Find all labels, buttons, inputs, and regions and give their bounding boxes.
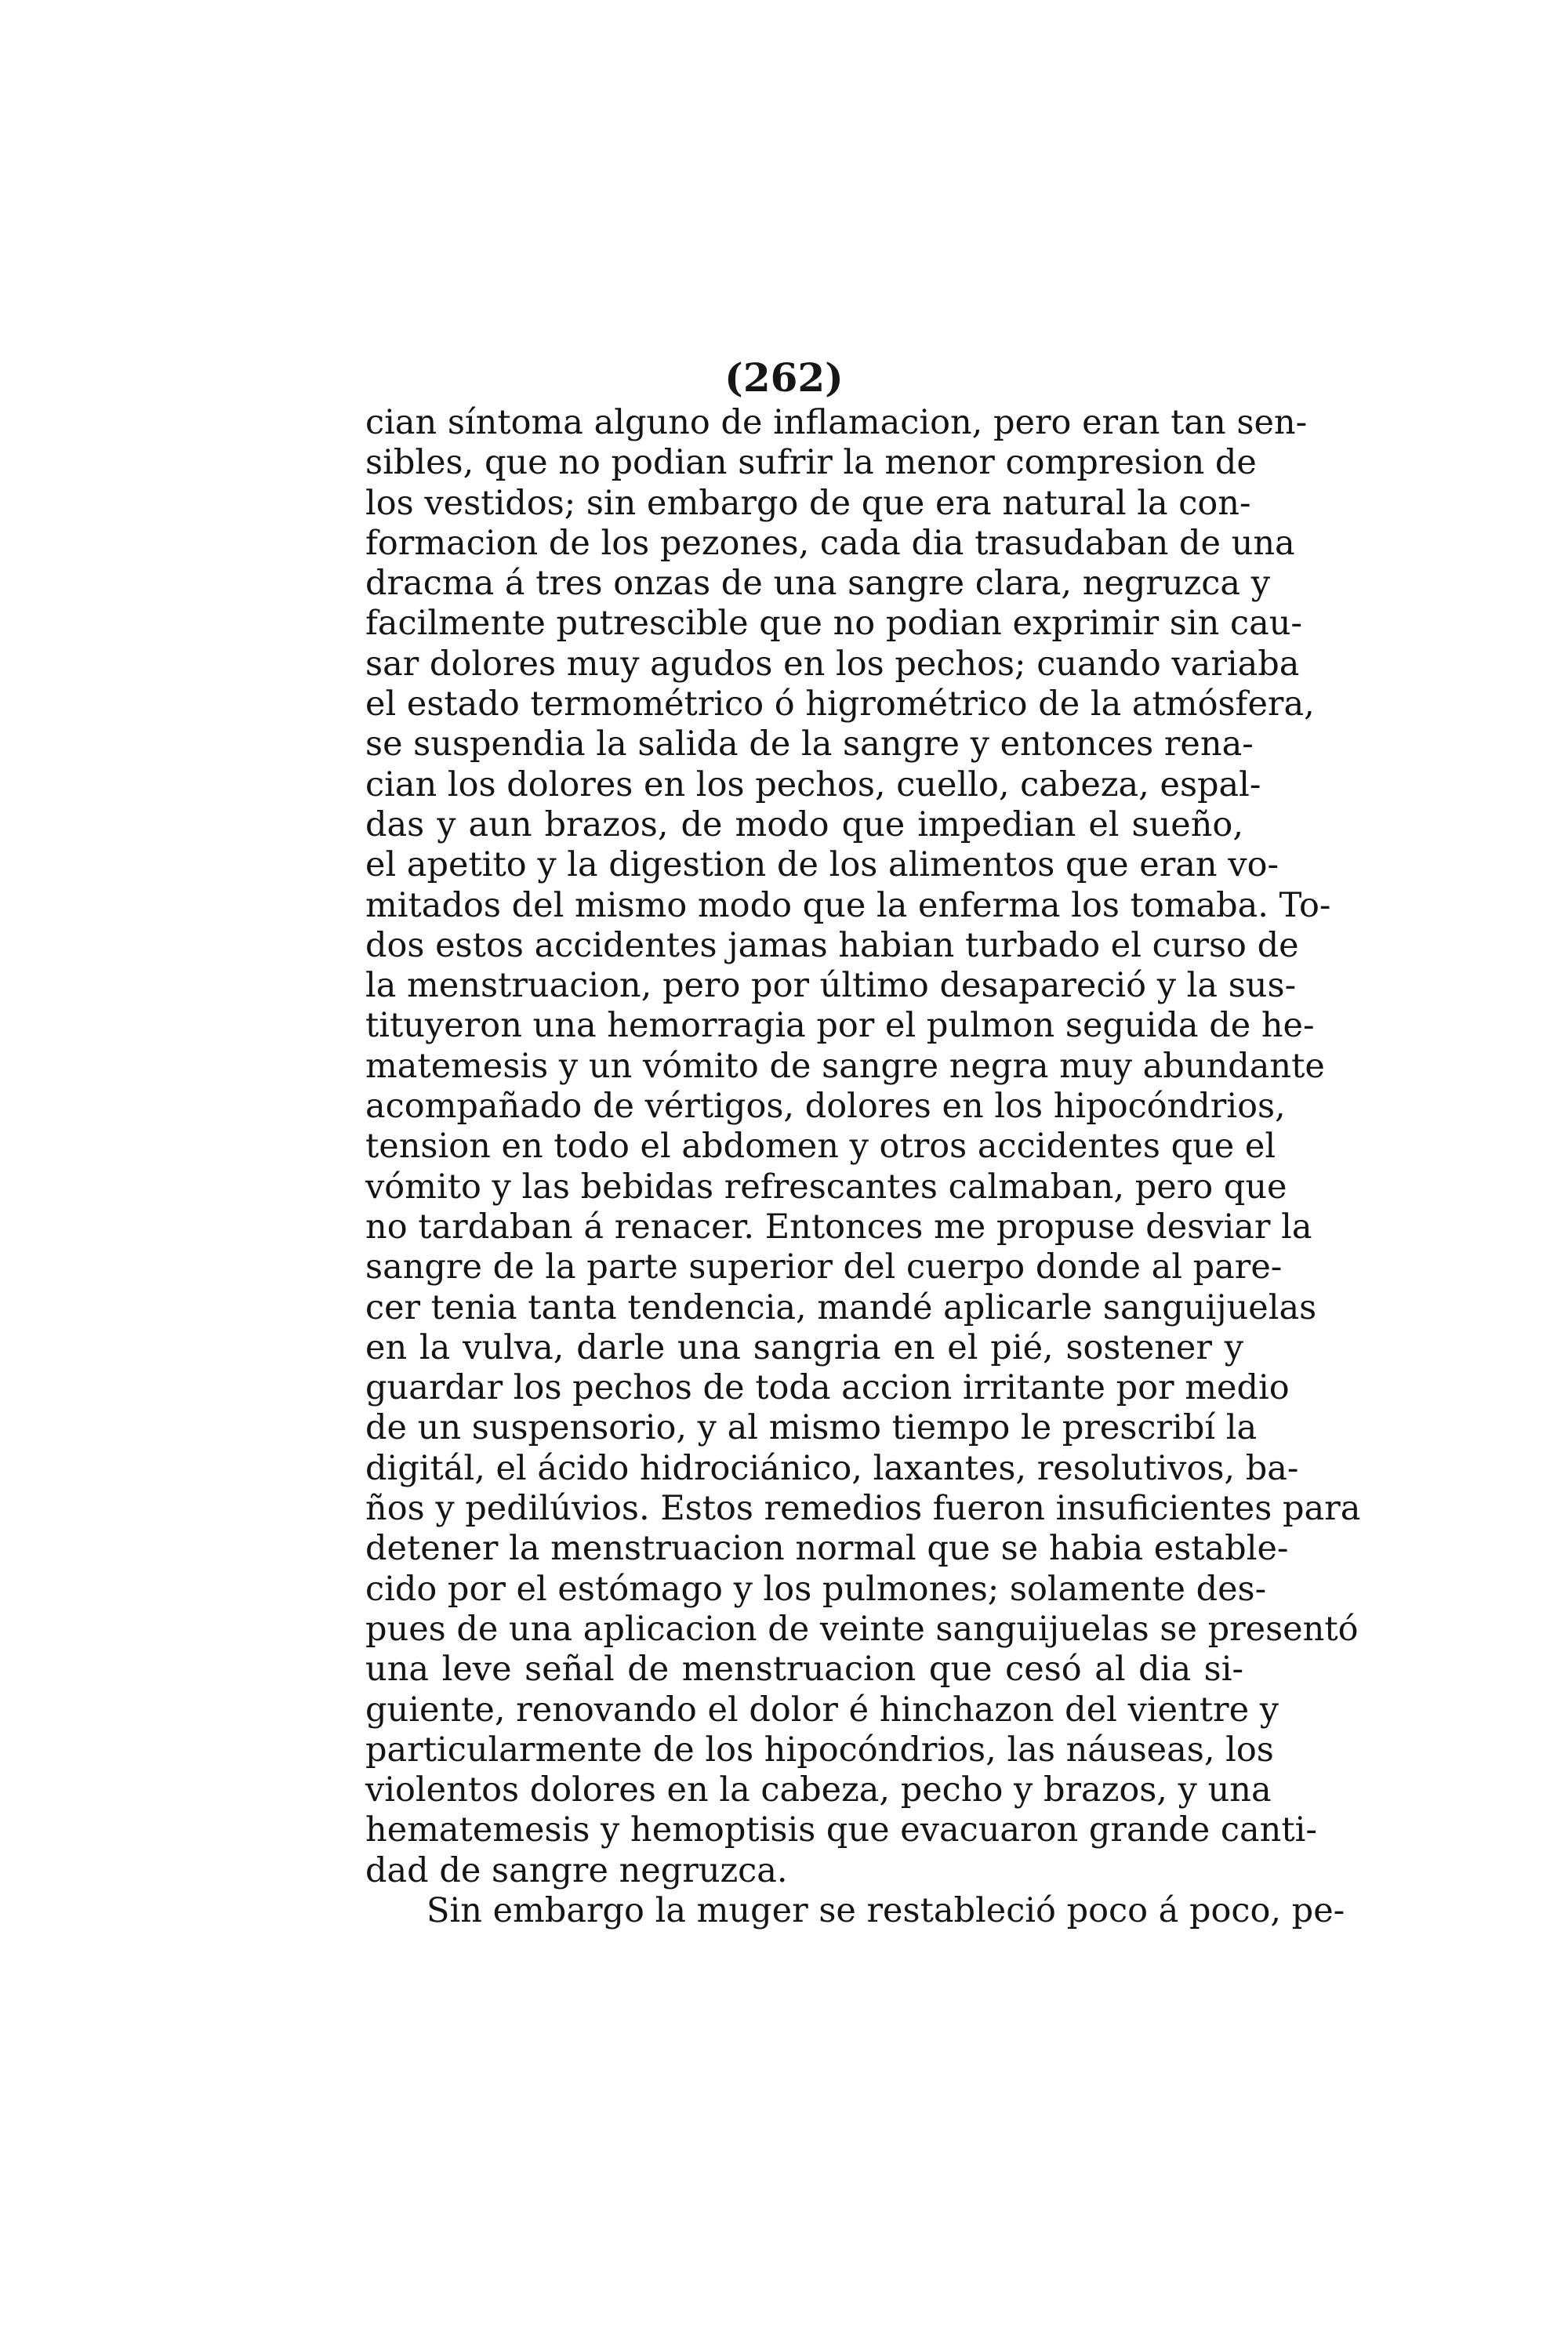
body-text	[365, 403, 1361, 1931]
text-line: hematemesis y hemoptisis que evacuaron grande canti-	[365, 1810, 1317, 1850]
text-line: formacion de los pezones, cada dia trasudaban de una	[365, 523, 1295, 563]
text-line: de un suspensorio, y al mismo tiempo le prescribí la	[365, 1408, 1258, 1448]
text-line: matemesis y un vómito de sangre negra muy abundante	[365, 1046, 1325, 1086]
text-line: la menstruacion, pero por último desapareció y la sus-	[365, 966, 1297, 1006]
text-line: dos estos accidentes jamas habian turbado el curso de	[365, 925, 1299, 965]
text-line: se suspendia la salida de la sangre y entonces rena-	[365, 724, 1254, 764]
text-line: cian síntoma alguno de inflamacion, pero eran tan sen-	[365, 403, 1308, 442]
text-line: detener la menstruacion normal que se habia estable-	[365, 1529, 1289, 1569]
text-line: ños y pedilúvios. Estos remedios fueron insuficientes para	[365, 1489, 1361, 1529]
text-line: tension en todo el abdomen y otros accidentes que el	[365, 1127, 1276, 1167]
text-line: guiente, renovando el dolor é hinchazon del vientre y	[365, 1690, 1279, 1730]
text-line: vómito y las bebidas refrescantes calmaban, pero que	[365, 1167, 1287, 1207]
text-line: cian los dolores en los pechos, cuello, cabeza, espal-	[365, 764, 1261, 804]
text-line: una leve señal de menstruacion que cesó al dia si-	[365, 1650, 1243, 1690]
paragraph-start-line: Sin embargo la muger se restableció poco á poco, pe-	[426, 1890, 1345, 1930]
text-line: sangre de la parte superior del cuerpo donde al pare-	[365, 1247, 1283, 1287]
text-line: particularmente de los hipocóndrios, las náuseas, los	[365, 1730, 1274, 1770]
text-line: guardar los pechos de toda accion irritante por medio	[365, 1368, 1290, 1408]
page-number: (262)	[724, 354, 844, 401]
text-line: no tardaban á renacer. Entonces me propuse desviar la	[365, 1207, 1312, 1247]
text-line: tituyeron una hemorragia por el pulmon seguida de he-	[365, 1006, 1315, 1046]
text-line: sibles, que no podian sufrir la menor compresion de	[365, 443, 1257, 483]
text-line: dracma á tres onzas de una sangre clara, negruzca y	[365, 564, 1270, 604]
text-line: facilmente putrescible que no podian exprimir sin cau-	[365, 604, 1302, 644]
paragraph-end-line: dad de sangre negruzca.	[365, 1850, 788, 1890]
text-line: los vestidos; sin embargo de que era natural la con-	[365, 483, 1251, 523]
text-line: mitados del mismo modo que la enferma los tomaba. To-	[365, 885, 1331, 925]
text-line: pues de una aplicacion de veinte sanguijuelas se presentó	[365, 1609, 1359, 1649]
text-line: cido por el estómago y los pulmones; solamente des-	[365, 1569, 1267, 1609]
text-line: sar dolores muy agudos en los pechos; cuando variaba	[365, 644, 1300, 684]
text-line: digitál, el ácido hidrociánico, laxantes, resolutivos, ba-	[365, 1448, 1299, 1488]
text-line: en la vulva, darle una sangria en el pié, sostener y	[365, 1327, 1243, 1367]
text-line: das y aun brazos, de modo que impedian el sueño,	[365, 804, 1243, 844]
text-line: el estado termométrico ó higrométrico de la atmósfera,	[365, 684, 1315, 724]
text-line: cer tenia tanta tendencia, mandé aplicarle sanguijuelas	[365, 1287, 1317, 1327]
text-line: acompañado de vértigos, dolores en los hipocóndrios,	[365, 1087, 1286, 1127]
text-line: violentos dolores en la cabeza, pecho y brazos, y una	[365, 1770, 1272, 1810]
text-line: el apetito y la digestion de los alimentos que eran vo-	[365, 845, 1279, 885]
